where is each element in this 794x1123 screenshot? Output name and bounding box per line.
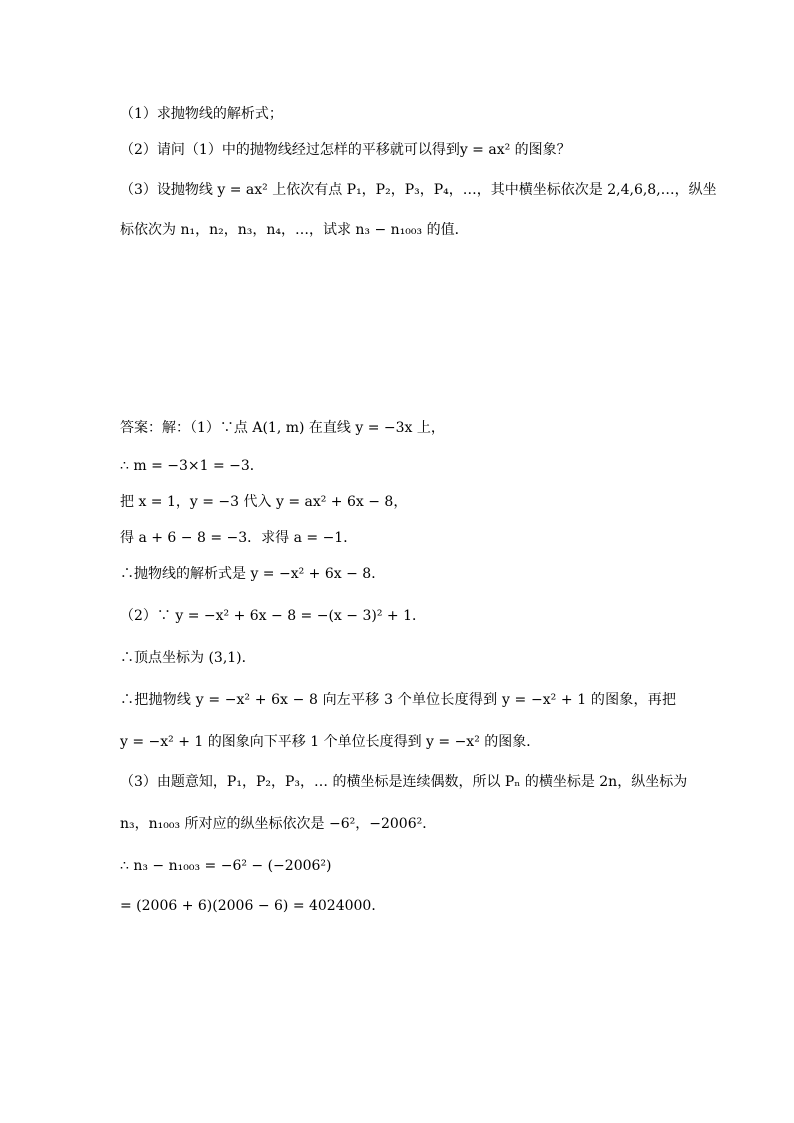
answer-line-9: y = −x² + 1 的图象向下平移 1 个单位长度得到 y = −x² 的图象． xyxy=(120,734,541,750)
answer-line-1: 答案：解：（1）∵点 A(1, m) 在直线 y = −3x 上， xyxy=(120,420,445,436)
answer-line-4: 得 a + 6 − 8 = −3．求得 a = −1． xyxy=(120,530,358,546)
answer-line-11: n₃，n₁₀₀₃ 所对应的纵坐标依次是 −6²，−2006²． xyxy=(120,816,437,832)
answer-line-2: ∴ m = −3×1 = −3． xyxy=(120,458,264,474)
answer-line-12: ∴ n₃ − n₁₀₀₃ = −6² − (−2006²) xyxy=(120,858,332,874)
answer-line-8: ∴把抛物线 y = −x² + 6x − 8 向左平移 3 个单位长度得到 y = −x² + 1 的图象，再把 xyxy=(120,692,676,708)
question-3-line-1: （3）设抛物线 y = ax² 上依次有点 P₁，P₂，P₃，P₄，…，其中横坐标依次是 2,4,6,8,…，纵坐 xyxy=(120,182,717,198)
answer-line-10: （3）由题意知，P₁，P₂，P₃，… 的横坐标是连续偶数，所以 Pₙ 的横坐标是 2n，纵坐标为 xyxy=(120,774,688,790)
answer-line-3: 把 x = 1，y = −3 代入 y = ax² + 6x − 8， xyxy=(120,494,408,510)
answer-line-6: （2）∵ y = −x² + 6x − 8 = −(x − 3)² + 1． xyxy=(120,608,426,624)
question-3-line-2: 标依次为 n₁，n₂，n₃，n₄，…，试求 n₃ − n₁₀₀₃ 的值． xyxy=(120,222,469,238)
question-2: （2）请问（1）中的抛物线经过怎样的平移就可以得到y = ax² 的图象？ xyxy=(120,142,571,158)
question-1: （1）求抛物线的解析式； xyxy=(120,106,283,122)
answer-line-13: = (2006 + 6)(2006 − 6) = 4024000． xyxy=(120,898,386,914)
answer-line-5: ∴抛物线的解析式是 y = −x² + 6x − 8． xyxy=(120,566,386,582)
answer-line-7: ∴顶点坐标为 (3,1)． xyxy=(120,650,256,666)
